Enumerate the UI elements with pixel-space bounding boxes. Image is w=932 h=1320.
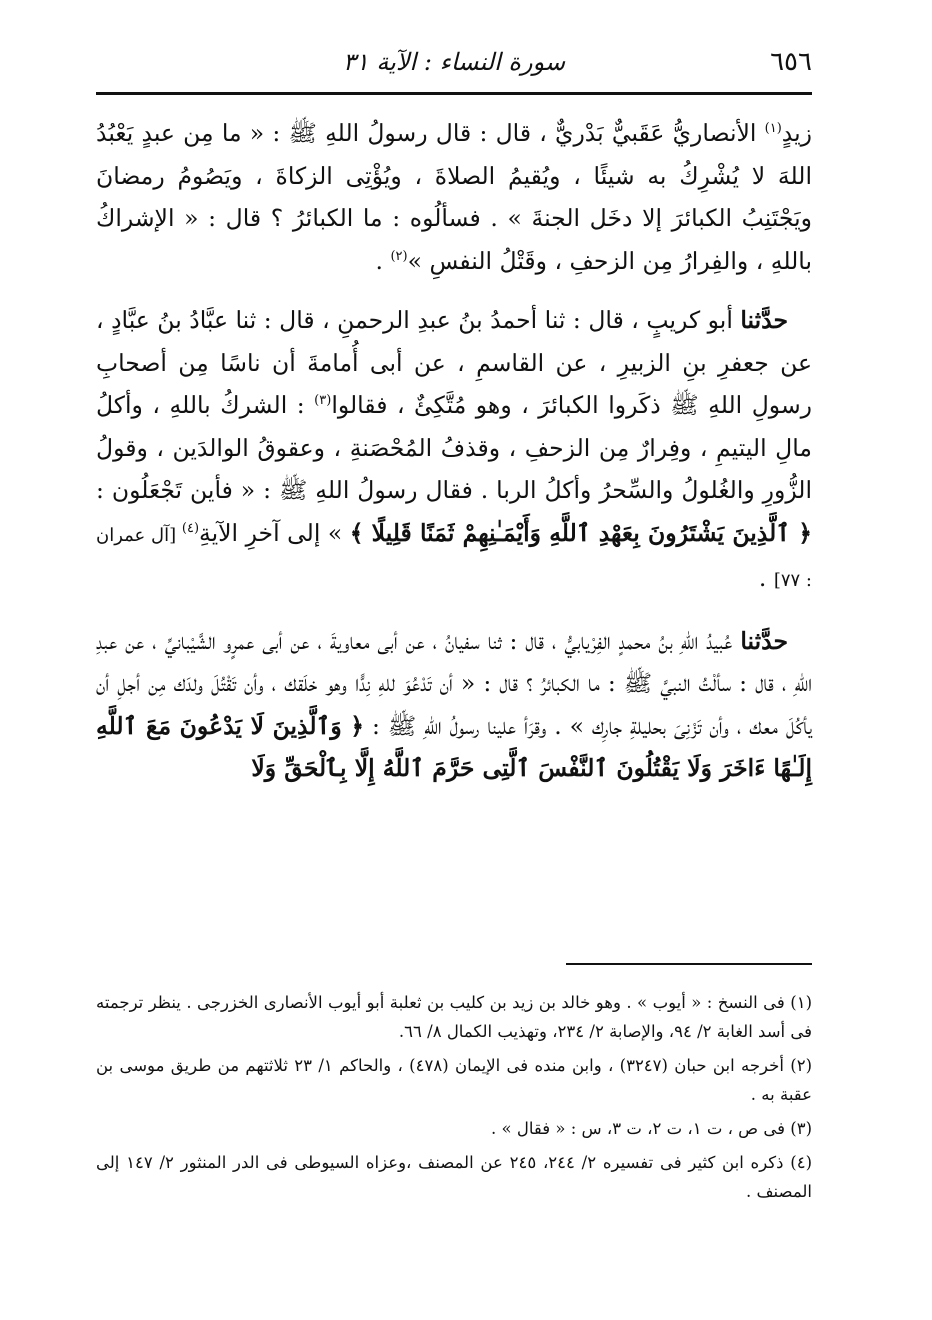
hadith-lead: حدَّثنا (740, 306, 788, 334)
footnote-marker: (٣) (314, 393, 332, 409)
footnote-1: (١) فى النسخ : « أيوب » . وهو خالد بن زيد بن كليب بن ثعلبة أبو أيوب الأنصارى الخزرجى . ينظر ترجمته فى أسد الغابة ٢/ ٩٤، والإصابة ٢/ ٢٣٤، وتهذيب الكمال ٨/ ٦٦. (96, 993, 812, 1041)
paragraph-text: . (375, 246, 391, 275)
header-rule (96, 92, 812, 95)
main-text (96, 112, 812, 790)
footnote-marker: (٤) (181, 520, 200, 536)
footnote-rule (566, 963, 812, 965)
paragraph-3 (96, 620, 812, 790)
paragraph-1 (96, 112, 812, 282)
page-number: ٦٥٦ (770, 47, 812, 77)
paragraph-text: . (758, 564, 774, 592)
quran-quote: ﴿ ٱلَّذِينَ يَشْتَرُونَ بِعَهْدِ ٱللَّهِ وَأَيْمَـٰنِهِمْ ثَمَنًا قَلِيلًا ﴾ (349, 518, 812, 547)
footnote-marker: (١) (764, 121, 782, 137)
running-title: سورة النساء : الآية ٣١ (342, 48, 566, 76)
paragraph-text: زيدٍ (781, 119, 812, 147)
paragraph-2 (96, 299, 812, 603)
page-header (96, 42, 812, 82)
footnote-marker: (٢) (390, 248, 408, 264)
footnote-3: (٣) فى ص ، ت ١، ت ٢، ت ٣، س : « فقال » . (491, 1119, 812, 1138)
paragraph-text: الأنصاريُّ عَقَبيٌّ بَدْريٌّ ، قال : قال رسولُ اللهِ ﷺ : « ما مِن عبدٍ يَعْبُدُ اللهَ لا يُشْرِكُ به شيئًا ، ويُقيمُ الصلاةَ ، ويُؤْتِى الزكاةَ ، ويَصُومُ رمضانَ ويَجْتَنِبُ الكبائرَ إلا دخَل الجنةَ » . فسألُوه : ما الكبائرُ ؟ قال : « الإشراكُ باللهِ ، والفِرارُ مِن الزحفِ ، وقَتْلُ النفسِ » (96, 119, 812, 275)
verse-reference: [آل عمران : ٧٧] (96, 524, 812, 591)
hadith-lead: حدَّثنا (740, 626, 788, 655)
footnote-4: (٤) ذكره ابن كثير فى تفسيره ٢/ ٢٤٤، ٢٤٥ عن المصنف ،وعزاه السيوطى فى الدر المنثور ٢/ ١٤٧ إلى المصنف . (96, 1153, 813, 1201)
paragraph-text: » إلى آخرِ الآيةِ (199, 518, 350, 547)
footnotes (96, 988, 812, 1211)
paragraph-text: : الشركُ باللهِ ، وأكلُ مالِ اليتيمِ ، وفِرارٌ مِن الزحفِ ، وقذفُ المُحْصَنةِ ، وعقوقُ الوالدَين ، وقولُ الزُّورِ والغُلولُ والسِّحرُ وأكلُ الربا . فقال رسولُ اللهِ ﷺ : « فأين تَجْعَلُون : (96, 391, 812, 504)
paragraph-text: عُبيدُ اللهِ بنُ محمدٍ الفِرْيابيُّ ، قال : ثنا سفيانُ ، عن أبى معاويةَ ، عن أبى عمرٍو الشَّيْبانيِّ ، عن عبدِ اللهِ ، قال : سألْتُ النبيَّ ﷺ : ما الكبائرُ ؟ قال : « أن تَدْعُوَ للهِ نِدًّا وهو خلَقك ، وأن تَقْتُلَ ولدَك مِن أجلِ أن يأكُلَ معك ، وأن تَزْنِىَ بحليلةِ جارِك » . وقرَأ علينا رسولُ اللهِ ﷺ : (96, 626, 812, 740)
paragraph-text: أبو كريبٍ ، قال : ثنا أحمدُ بنُ عبدِ الرحمنِ ، قال : ثنا عبَّادُ بنُ عبَّادٍ ، عن جعفرِ بنِ الزبيرِ ، عن القاسمِ ، عن أبى أُمامةَ أن ناسًا مِن أصحابِ رسولِ اللهِ ﷺ ذكَروا الكبائرَ ، وهو مُتَّكِئٌ ، فقالوا (96, 306, 812, 419)
quran-quote: ﴿ وَٱلَّذِينَ لَا يَدْعُونَ مَعَ ٱللَّهِ إِلَـٰهًا ءَاخَرَ وَلَا يَقْتُلُونَ ٱلنَّفْسَ ٱلَّتِى حَرَّمَ ٱللَّهُ إِلَّا بِٱلْحَقِّ وَلَا (96, 711, 812, 782)
footnote-2: (٢) أخرجه ابن حبان (٣٢٤٧) ، وابن منده فى الإيمان (٤٧٨) ، والحاكم ١/ ٢٣ ثلاثتهم من طريق موسى بن عقبة به . (96, 1056, 812, 1104)
